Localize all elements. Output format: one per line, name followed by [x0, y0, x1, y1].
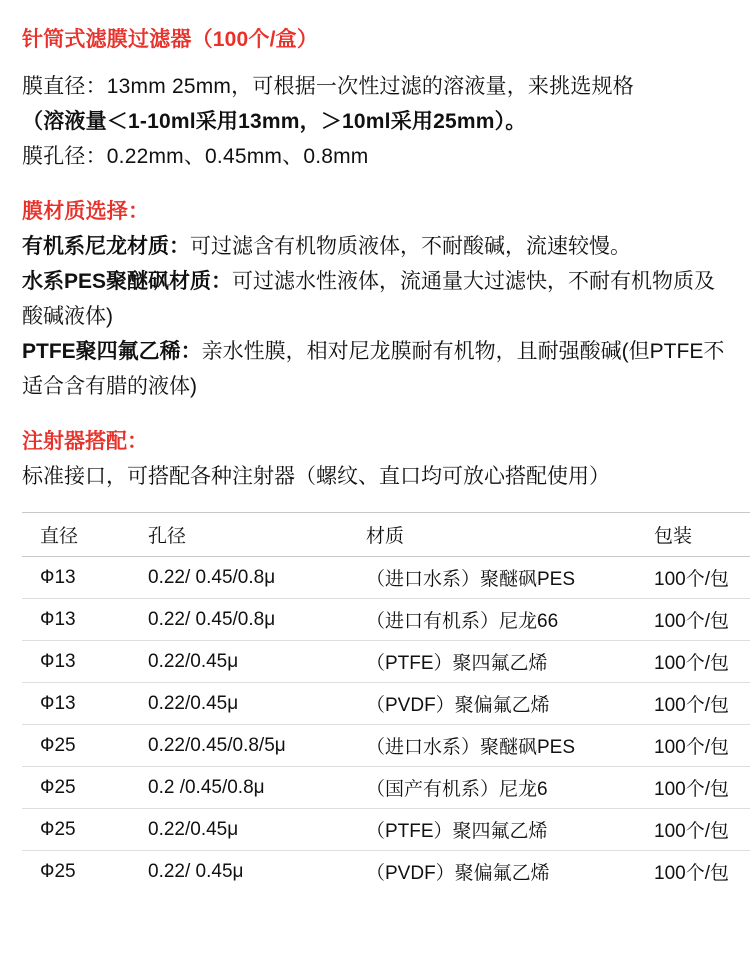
cell-material: （进口有机系）尼龙66	[362, 599, 650, 641]
cell-packaging: 100个/包	[650, 851, 750, 893]
column-header-material: 材质	[362, 513, 650, 557]
table-row	[22, 809, 750, 851]
specification-table	[22, 512, 750, 892]
table-row	[22, 725, 750, 767]
cell-diameter: Ф25	[22, 851, 144, 893]
table-body	[22, 557, 750, 893]
cell-material: （PVDF）聚偏氟乙烯	[362, 683, 650, 725]
cell-packaging: 100个/包	[650, 599, 750, 641]
cell-diameter: Ф13	[22, 557, 144, 599]
spacer	[22, 404, 728, 424]
material-item-ptfe-label: PTFE聚四氟乙稀：	[22, 340, 202, 363]
table-row	[22, 557, 750, 599]
spacer	[22, 57, 728, 69]
cell-packaging: 100个/包	[650, 557, 750, 599]
cell-packaging: 100个/包	[650, 725, 750, 767]
cell-material: （进口水系）聚醚砜PES	[362, 557, 650, 599]
syringe-compatibility-text: 标准接口，可搭配各种注射器（螺纹、直口均可放心搭配使用）	[22, 465, 610, 488]
material-item-pes-label: 水系PES聚醚砜材质：	[22, 270, 233, 293]
membrane-diameter-line: 膜直径：13mm 25mm，可根据一次性过滤的溶液量，来挑选规格	[22, 75, 634, 98]
syringe-compatibility-label: 注射器搭配：	[22, 430, 148, 453]
cell-pore: 0.22/0.45μ	[144, 641, 362, 683]
cell-pore: 0.22/ 0.45μ	[144, 851, 362, 893]
material-item-ptfe-text: 亲水性膜，相对尼龙膜耐有机物，且耐强酸碱(但PTFE不适合含有腊的液体)	[22, 340, 725, 398]
cell-pore: 0.2 /0.45/0.8μ	[144, 767, 362, 809]
material-section-heading: 膜材质选择：	[22, 200, 150, 223]
cell-diameter: Ф13	[22, 641, 144, 683]
cell-diameter: Ф25	[22, 767, 144, 809]
pore-size-line: 膜孔径：0.22mm、0.45mm、0.8mm	[22, 145, 369, 168]
table-row	[22, 767, 750, 809]
cell-material: （国产有机系）尼龙6	[362, 767, 650, 809]
cell-pore: 0.22/0.45/0.8/5μ	[144, 725, 362, 767]
cell-material: （进口水系）聚醚砜PES	[362, 725, 650, 767]
spacer	[22, 174, 728, 194]
cell-pore: 0.22/0.45μ	[144, 683, 362, 725]
cell-pore: 0.22/ 0.45/0.8μ	[144, 599, 362, 641]
column-header-pore: 孔径	[144, 513, 362, 557]
cell-diameter: Ф25	[22, 725, 144, 767]
table-row	[22, 641, 750, 683]
cell-packaging: 100个/包	[650, 641, 750, 683]
column-header-diameter: 直径	[22, 513, 144, 557]
material-item-pes	[22, 264, 728, 334]
volume-guide-line: （溶液量＜1-10ml采用13mm，＞10ml采用25mm）。	[22, 110, 527, 133]
cell-packaging: 100个/包	[650, 683, 750, 725]
table-row	[22, 683, 750, 725]
cell-material: （PTFE）聚四氟乙烯	[362, 641, 650, 683]
cell-packaging: 100个/包	[650, 809, 750, 851]
page-title: 针筒式滤膜过滤器（100个/盒）	[22, 28, 319, 51]
material-item-nylon-label: 有机系尼龙材质：	[22, 235, 190, 258]
material-item-nylon-text: 可过滤含有机物质液体，不耐酸碱，流速较慢。	[190, 235, 631, 258]
material-item-ptfe	[22, 334, 728, 404]
column-header-packaging: 包装	[650, 513, 750, 557]
table-row	[22, 599, 750, 641]
cell-diameter: Ф13	[22, 599, 144, 641]
table-header	[22, 513, 750, 557]
cell-diameter: Ф13	[22, 683, 144, 725]
cell-material: （PVDF）聚偏氟乙烯	[362, 851, 650, 893]
cell-material: （PTFE）聚四氟乙烯	[362, 809, 650, 851]
syringe-compatibility-section	[22, 424, 728, 494]
material-item-nylon	[22, 229, 728, 264]
cell-pore: 0.22/ 0.45/0.8μ	[144, 557, 362, 599]
cell-pore: 0.22/0.45μ	[144, 809, 362, 851]
table-row	[22, 851, 750, 893]
cell-packaging: 100个/包	[650, 767, 750, 809]
material-item-pes-text: 可过滤水性液体，流通量大过滤快，不耐有机物质及酸碱液体)	[22, 270, 716, 328]
table-header-row	[22, 513, 750, 557]
cell-diameter: Ф25	[22, 809, 144, 851]
